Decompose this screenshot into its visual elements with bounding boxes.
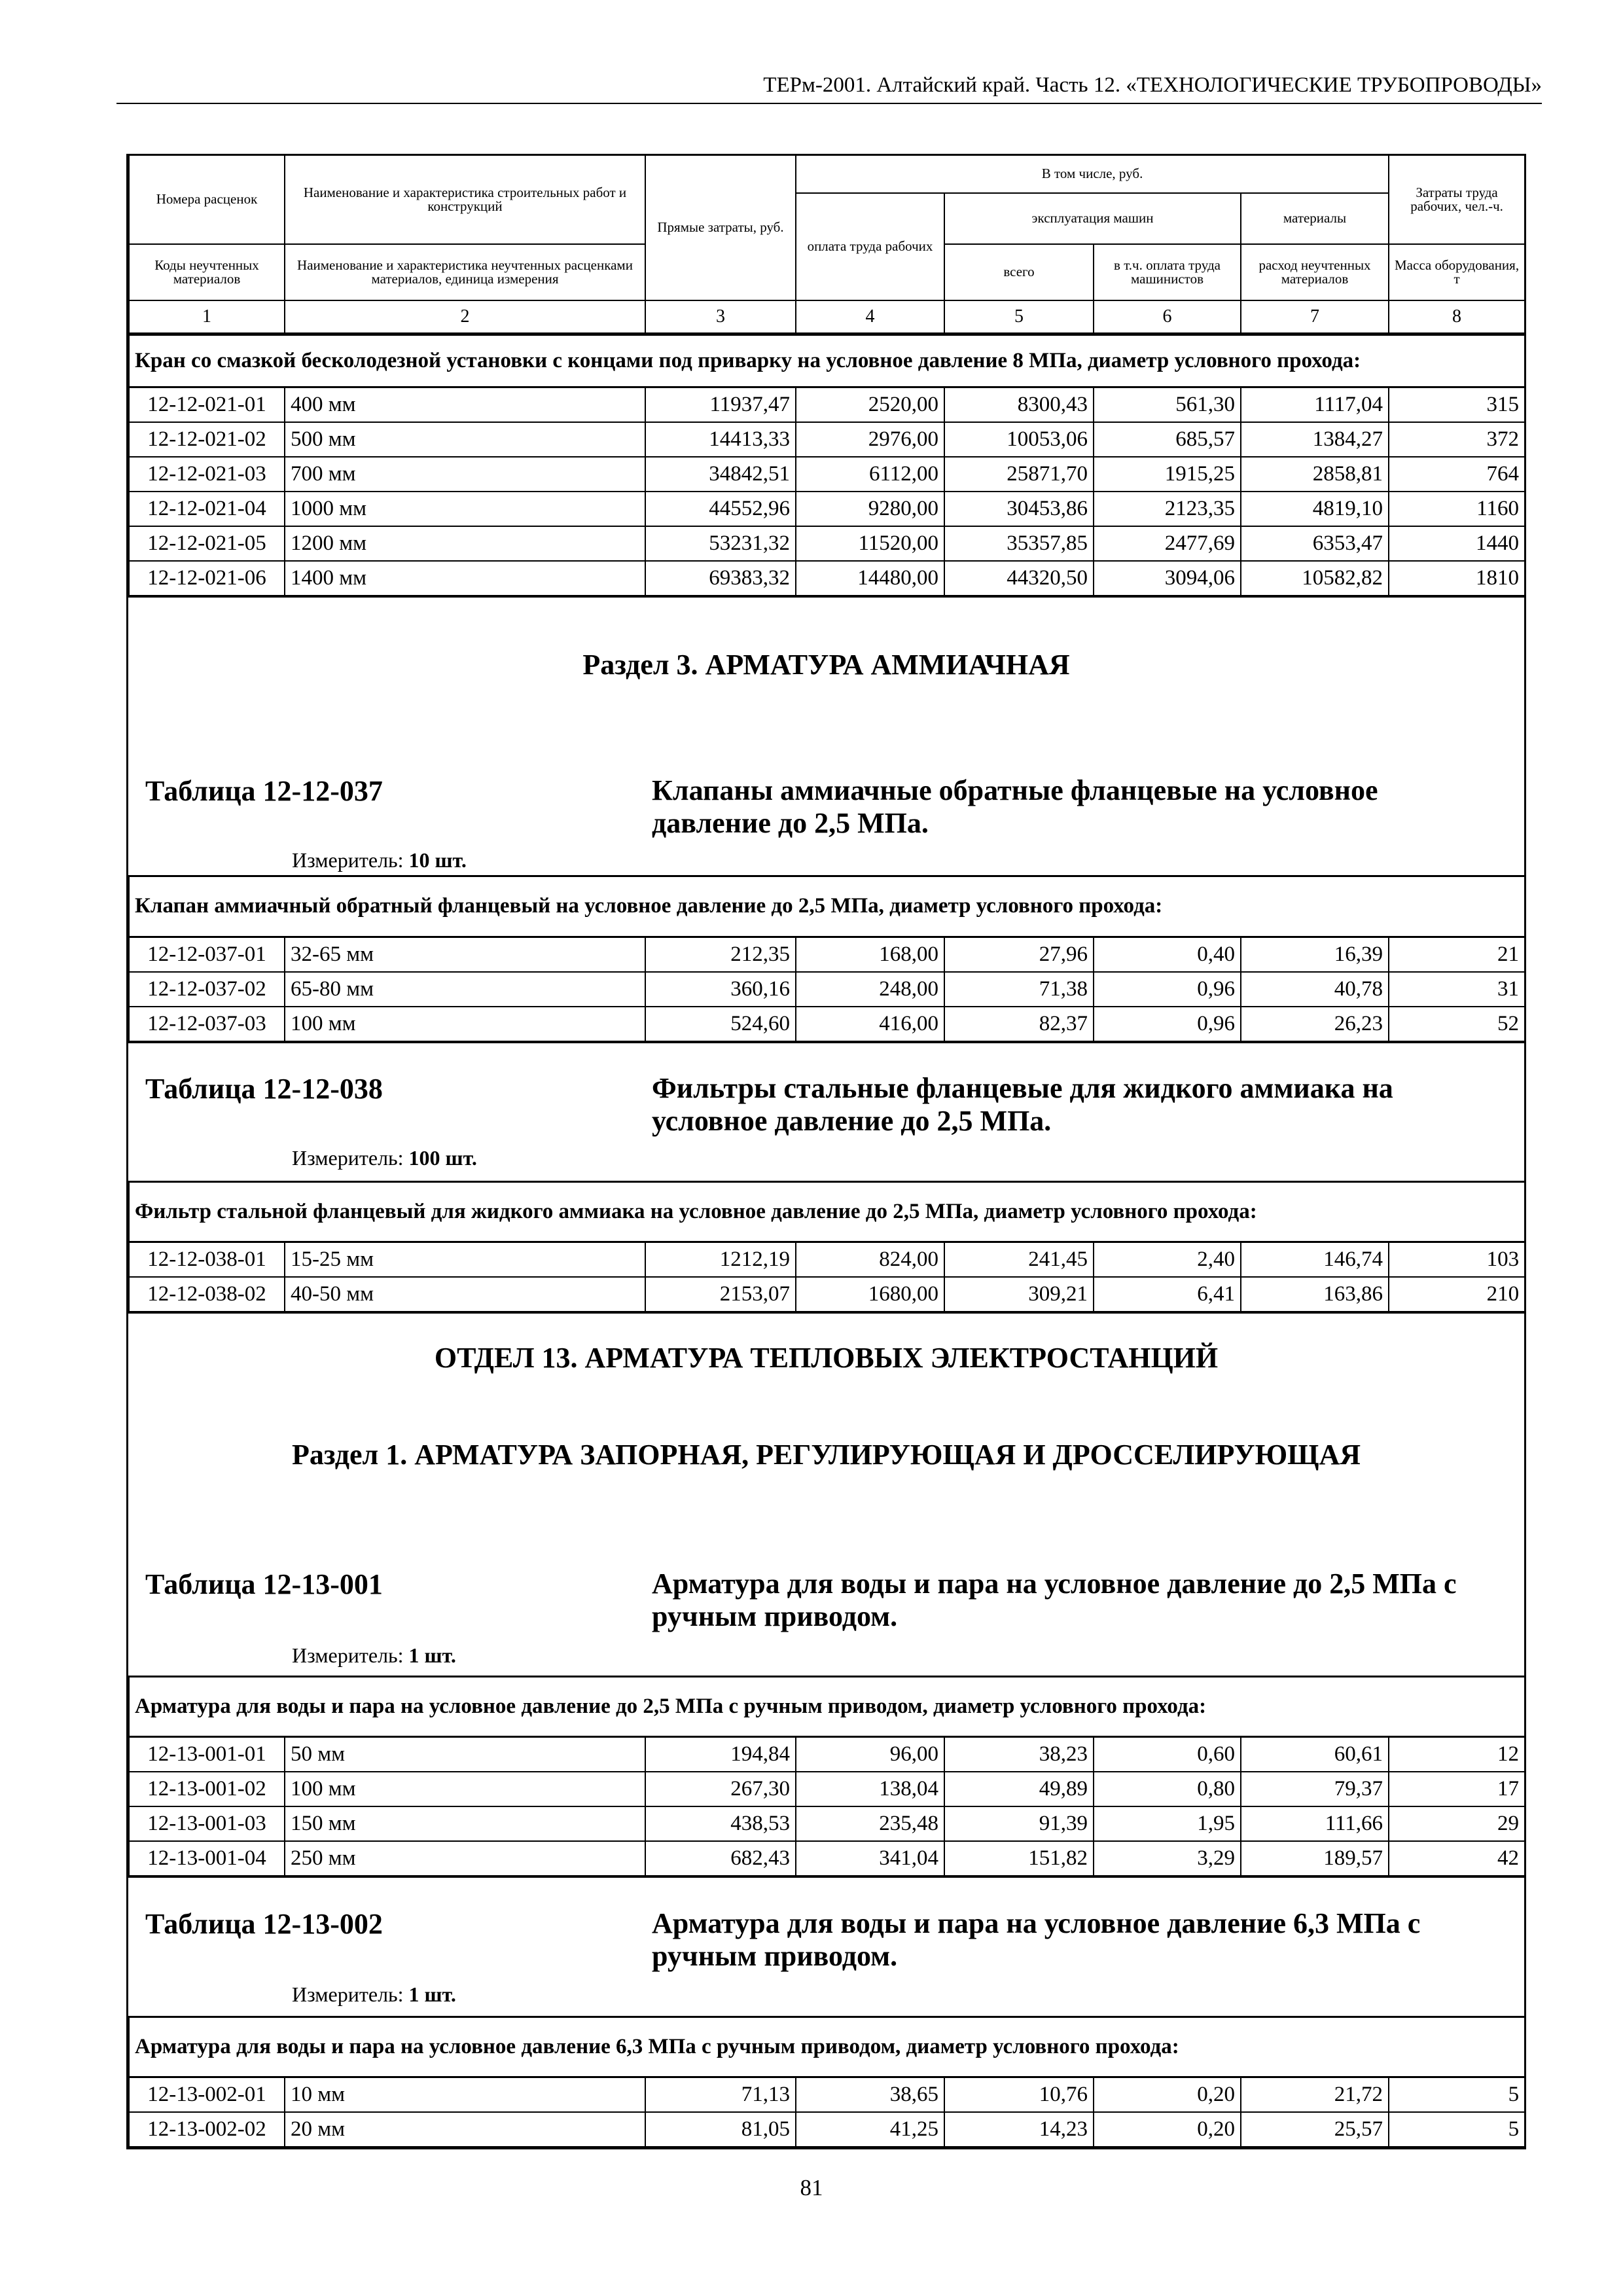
machines-total: 14,23	[944, 2112, 1094, 2147]
table-row	[129, 1277, 1525, 1312]
machinist-pay: 561,30	[1094, 387, 1241, 422]
header-equipment-mass: Масса оборудования, т	[1389, 244, 1525, 300]
item-name: 15-25 мм	[285, 1242, 645, 1277]
header-materials: материалы	[1241, 193, 1389, 244]
table-header	[128, 154, 1525, 334]
direct-costs: 212,35	[645, 937, 796, 972]
item-name: 50 мм	[285, 1736, 645, 1772]
header-material-codes: Коды неучтенных материалов	[129, 244, 285, 300]
table-label: Таблица 12-12-037	[145, 774, 383, 807]
labor-costs: 103	[1389, 1242, 1525, 1277]
labor-costs: 31	[1389, 972, 1525, 1007]
table-row	[129, 1841, 1525, 1876]
rate-code: 12-12-037-01	[129, 937, 285, 972]
materials: 189,57	[1241, 1841, 1389, 1876]
machinist-pay: 0,96	[1094, 1007, 1241, 1041]
table-row	[129, 561, 1525, 596]
machinist-pay: 2123,35	[1094, 492, 1241, 526]
column-number: 1	[129, 300, 285, 333]
machines-total: 38,23	[944, 1736, 1094, 1772]
table-row	[129, 1242, 1525, 1277]
rate-code: 12-13-002-02	[129, 2112, 285, 2147]
machines-total: 25871,70	[944, 457, 1094, 492]
machines-total: 27,96	[944, 937, 1094, 972]
column-number: 5	[944, 300, 1094, 333]
labor-costs: 1160	[1389, 492, 1525, 526]
machinist-pay: 0,60	[1094, 1736, 1241, 1772]
item-name: 500 мм	[285, 422, 645, 457]
materials: 163,86	[1241, 1277, 1389, 1312]
rates-table-12-13-002	[128, 2016, 1525, 2147]
materials: 16,39	[1241, 937, 1389, 972]
labor-pay: 235,48	[796, 1806, 944, 1841]
rates-table-12-13-001	[128, 1676, 1525, 1876]
table-row	[129, 422, 1525, 457]
labor-pay: 168,00	[796, 937, 944, 972]
section-title: Раздел 1. АРМАТУРА ЗАПОРНАЯ, РЕГУЛИРУЮЩАЯ И ДРОССЕЛИРУЮЩАЯ	[291, 1438, 1361, 1471]
labor-pay: 416,00	[796, 1007, 944, 1041]
machinist-pay: 6,41	[1094, 1277, 1241, 1312]
table-row	[129, 457, 1525, 492]
materials: 2858,81	[1241, 457, 1389, 492]
department-block	[128, 1312, 1524, 1676]
table-heading-block	[128, 1876, 1524, 2016]
materials: 111,66	[1241, 1806, 1389, 1841]
column-number: 8	[1389, 300, 1525, 333]
labor-pay: 138,04	[796, 1772, 944, 1806]
machines-total: 151,82	[944, 1841, 1094, 1876]
direct-costs: 524,60	[645, 1007, 796, 1041]
rate-code: 12-12-021-06	[129, 561, 285, 596]
table-row	[129, 937, 1525, 972]
table-label: Таблица 12-13-001	[145, 1568, 383, 1600]
direct-costs: 34842,51	[645, 457, 796, 492]
rates-table-12-12-037	[128, 875, 1525, 1042]
machines-total: 82,37	[944, 1007, 1094, 1041]
item-name: 100 мм	[285, 1772, 645, 1806]
labor-pay: 341,04	[796, 1841, 944, 1876]
table-label: Таблица 12-12-038	[145, 1072, 383, 1105]
item-name: 1000 мм	[285, 492, 645, 526]
rate-code: 12-12-038-02	[129, 1277, 285, 1312]
rate-code: 12-13-001-03	[129, 1806, 285, 1841]
header-machines: эксплуатация машин	[944, 193, 1241, 244]
machines-total: 8300,43	[944, 387, 1094, 422]
group-caption: Фильтр стальной фланцевый для жидкого аммиака на условное давление до 2,5 МПа, диаметр условного прохода:	[129, 1181, 1525, 1242]
table-title: Фильтры стальные фланцевые для жидкого аммиака на условное давление до 2,5 МПа.	[652, 1071, 1393, 1138]
machines-total: 91,39	[944, 1806, 1094, 1841]
labor-costs: 17	[1389, 1772, 1525, 1806]
direct-costs: 71,13	[645, 2077, 796, 2112]
unit-of-measure: Измеритель: 10 шт.	[292, 848, 467, 872]
direct-costs: 682,43	[645, 1841, 796, 1876]
materials: 79,37	[1241, 1772, 1389, 1806]
direct-costs: 267,30	[645, 1772, 796, 1806]
labor-costs: 315	[1389, 387, 1525, 422]
materials: 60,61	[1241, 1736, 1389, 1772]
materials: 1117,04	[1241, 387, 1389, 422]
labor-costs: 1810	[1389, 561, 1525, 596]
rate-code: 12-12-037-02	[129, 972, 285, 1007]
rate-code: 12-12-038-01	[129, 1242, 285, 1277]
header-machinist-pay: в т.ч. оплата труда машинистов	[1094, 244, 1241, 300]
column-number: 3	[645, 300, 796, 333]
materials: 1384,27	[1241, 422, 1389, 457]
section-block	[128, 596, 1524, 875]
direct-costs: 69383,32	[645, 561, 796, 596]
direct-costs: 53231,32	[645, 526, 796, 561]
direct-costs: 194,84	[645, 1736, 796, 1772]
item-name: 10 мм	[285, 2077, 645, 2112]
direct-costs: 360,16	[645, 972, 796, 1007]
materials: 26,23	[1241, 1007, 1389, 1041]
machines-total: 10,76	[944, 2077, 1094, 2112]
table-title: Арматура для воды и пара на условное давление 6,3 МПа с ручным приводом.	[652, 1907, 1421, 1973]
item-name: 40-50 мм	[285, 1277, 645, 1312]
machinist-pay: 0,96	[1094, 972, 1241, 1007]
item-name: 400 мм	[285, 387, 645, 422]
column-number: 4	[796, 300, 944, 333]
machinist-pay: 3094,06	[1094, 561, 1241, 596]
materials: 10582,82	[1241, 561, 1389, 596]
machines-total: 241,45	[944, 1242, 1094, 1277]
labor-costs: 764	[1389, 457, 1525, 492]
direct-costs: 11937,47	[645, 387, 796, 422]
department-title: ОТДЕЛ 13. АРМАТУРА ТЕПЛОВЫХ ЭЛЕКТРОСТАНЦИЙ	[434, 1341, 1219, 1374]
machinist-pay: 0,20	[1094, 2077, 1241, 2112]
materials: 25,57	[1241, 2112, 1389, 2147]
rate-code: 12-13-002-01	[129, 2077, 285, 2112]
rate-code: 12-13-001-01	[129, 1736, 285, 1772]
table-row	[129, 1806, 1525, 1841]
machinist-pay: 1,95	[1094, 1806, 1241, 1841]
materials: 6353,47	[1241, 526, 1389, 561]
labor-pay: 11520,00	[796, 526, 944, 561]
unit-of-measure: Измеритель: 100 шт.	[292, 1145, 477, 1170]
machines-total: 49,89	[944, 1772, 1094, 1806]
table-row	[129, 972, 1525, 1007]
direct-costs: 2153,07	[645, 1277, 796, 1312]
header-rate-numbers: Номера расценок	[129, 155, 285, 244]
rate-code: 12-13-001-02	[129, 1772, 285, 1806]
item-name: 20 мм	[285, 2112, 645, 2147]
item-name: 100 мм	[285, 1007, 645, 1041]
rates-table-12-12-038	[128, 1181, 1525, 1312]
rate-code: 12-12-021-05	[129, 526, 285, 561]
machines-total: 71,38	[944, 972, 1094, 1007]
header-unaccounted-materials: расход неучтенных материалов	[1241, 244, 1389, 300]
table-row	[129, 1736, 1525, 1772]
price-table-frame	[126, 154, 1526, 2149]
unit-of-measure: Измеритель: 1 шт.	[292, 1982, 456, 2006]
rate-code: 12-12-021-02	[129, 422, 285, 457]
table-row	[129, 2112, 1525, 2147]
page-number: 81	[800, 2175, 823, 2200]
header-labor-costs: Затраты труда рабочих, чел.-ч.	[1389, 155, 1525, 244]
item-name: 1200 мм	[285, 526, 645, 561]
labor-costs: 210	[1389, 1277, 1525, 1312]
machinist-pay: 1915,25	[1094, 457, 1241, 492]
labor-costs: 12	[1389, 1736, 1525, 1772]
table-row	[129, 1007, 1525, 1041]
labor-costs: 21	[1389, 937, 1525, 972]
materials: 21,72	[1241, 2077, 1389, 2112]
labor-pay: 1680,00	[796, 1277, 944, 1312]
group-caption: Клапан аммиачный обратный фланцевый на условное давление до 2,5 МПа, диаметр условного прохода:	[129, 876, 1525, 937]
machinist-pay: 0,20	[1094, 2112, 1241, 2147]
materials: 4819,10	[1241, 492, 1389, 526]
item-name: 65-80 мм	[285, 972, 645, 1007]
labor-pay: 96,00	[796, 1736, 944, 1772]
running-head: ТЕРм-2001. Алтайский край. Часть 12. «ТЕХНОЛОГИЧЕСКИЕ ТРУБОПРОВОДЫ»	[116, 73, 1542, 104]
header-including: В том числе, руб.	[796, 155, 1389, 193]
item-name: 700 мм	[285, 457, 645, 492]
column-number: 7	[1241, 300, 1389, 333]
item-name: 250 мм	[285, 1841, 645, 1876]
header-work-name: Наименование и характеристика строительных работ и конструкций	[285, 155, 645, 244]
labor-pay: 14480,00	[796, 561, 944, 596]
header-material-names: Наименование и характеристика неучтенных расценками материалов, единица измерения	[285, 244, 645, 300]
machinist-pay: 2477,69	[1094, 526, 1241, 561]
table-row	[129, 492, 1525, 526]
machines-total: 309,21	[944, 1277, 1094, 1312]
table-row	[129, 387, 1525, 422]
rate-code: 12-12-021-03	[129, 457, 285, 492]
unit-of-measure: Измеритель: 1 шт.	[292, 1643, 456, 1667]
table-heading-block	[128, 1042, 1524, 1181]
table-title: Клапаны аммиачные обратные фланцевые на условное давление до 2,5 МПа.	[652, 774, 1378, 840]
machines-total: 35357,85	[944, 526, 1094, 561]
materials: 40,78	[1241, 972, 1389, 1007]
column-number: 6	[1094, 300, 1241, 333]
rate-code: 12-12-037-03	[129, 1007, 285, 1041]
labor-costs: 29	[1389, 1806, 1525, 1841]
table-label: Таблица 12-13-002	[145, 1907, 383, 1940]
direct-costs: 44552,96	[645, 492, 796, 526]
labor-pay: 2976,00	[796, 422, 944, 457]
rate-code: 12-12-021-01	[129, 387, 285, 422]
direct-costs: 81,05	[645, 2112, 796, 2147]
machines-total: 10053,06	[944, 422, 1094, 457]
direct-costs: 438,53	[645, 1806, 796, 1841]
labor-pay: 6112,00	[796, 457, 944, 492]
labor-costs: 52	[1389, 1007, 1525, 1041]
machinist-pay: 3,29	[1094, 1841, 1241, 1876]
group-caption: Арматура для воды и пара на условное давление 6,3 МПа с ручным приводом, диаметр условного прохода:	[129, 2017, 1525, 2077]
labor-costs: 42	[1389, 1841, 1525, 1876]
direct-costs: 1212,19	[645, 1242, 796, 1277]
group-caption: Кран со смазкой бесколодезной установки с концами под приварку на условное давление 8 МПа, диаметр условного прохода:	[129, 334, 1525, 387]
labor-pay: 2520,00	[796, 387, 944, 422]
rate-code: 12-12-021-04	[129, 492, 285, 526]
materials: 146,74	[1241, 1242, 1389, 1277]
machines-total: 44320,50	[944, 561, 1094, 596]
column-number: 2	[285, 300, 645, 333]
item-name: 32-65 мм	[285, 937, 645, 972]
machines-total: 30453,86	[944, 492, 1094, 526]
labor-pay: 248,00	[796, 972, 944, 1007]
rates-table-12-12-021	[128, 334, 1525, 596]
labor-pay: 824,00	[796, 1242, 944, 1277]
labor-pay: 38,65	[796, 2077, 944, 2112]
machinist-pay: 685,57	[1094, 422, 1241, 457]
direct-costs: 14413,33	[645, 422, 796, 457]
labor-costs: 5	[1389, 2077, 1525, 2112]
labor-costs: 1440	[1389, 526, 1525, 561]
header-labor-pay: оплата труда рабочих	[796, 193, 944, 300]
table-row	[129, 526, 1525, 561]
labor-costs: 5	[1389, 2112, 1525, 2147]
header-machines-total: всего	[944, 244, 1094, 300]
machinist-pay: 0,80	[1094, 1772, 1241, 1806]
machinist-pay: 0,40	[1094, 937, 1241, 972]
item-name: 1400 мм	[285, 561, 645, 596]
machinist-pay: 2,40	[1094, 1242, 1241, 1277]
header-direct-costs: Прямые затраты, руб.	[645, 155, 796, 300]
column-numbers-row	[129, 300, 1525, 333]
labor-pay: 9280,00	[796, 492, 944, 526]
table-title: Арматура для воды и пара на условное давление до 2,5 МПа с ручным приводом.	[652, 1567, 1457, 1633]
section-title: Раздел 3. АРМАТУРА АММИАЧНАЯ	[582, 648, 1070, 681]
labor-pay: 41,25	[796, 2112, 944, 2147]
rate-code: 12-13-001-04	[129, 1841, 285, 1876]
labor-costs: 372	[1389, 422, 1525, 457]
table-row	[129, 2077, 1525, 2112]
item-name: 150 мм	[285, 1806, 645, 1841]
group-caption: Арматура для воды и пара на условное давление до 2,5 МПа с ручным приводом, диаметр условного прохода:	[129, 1676, 1525, 1736]
table-row	[129, 1772, 1525, 1806]
